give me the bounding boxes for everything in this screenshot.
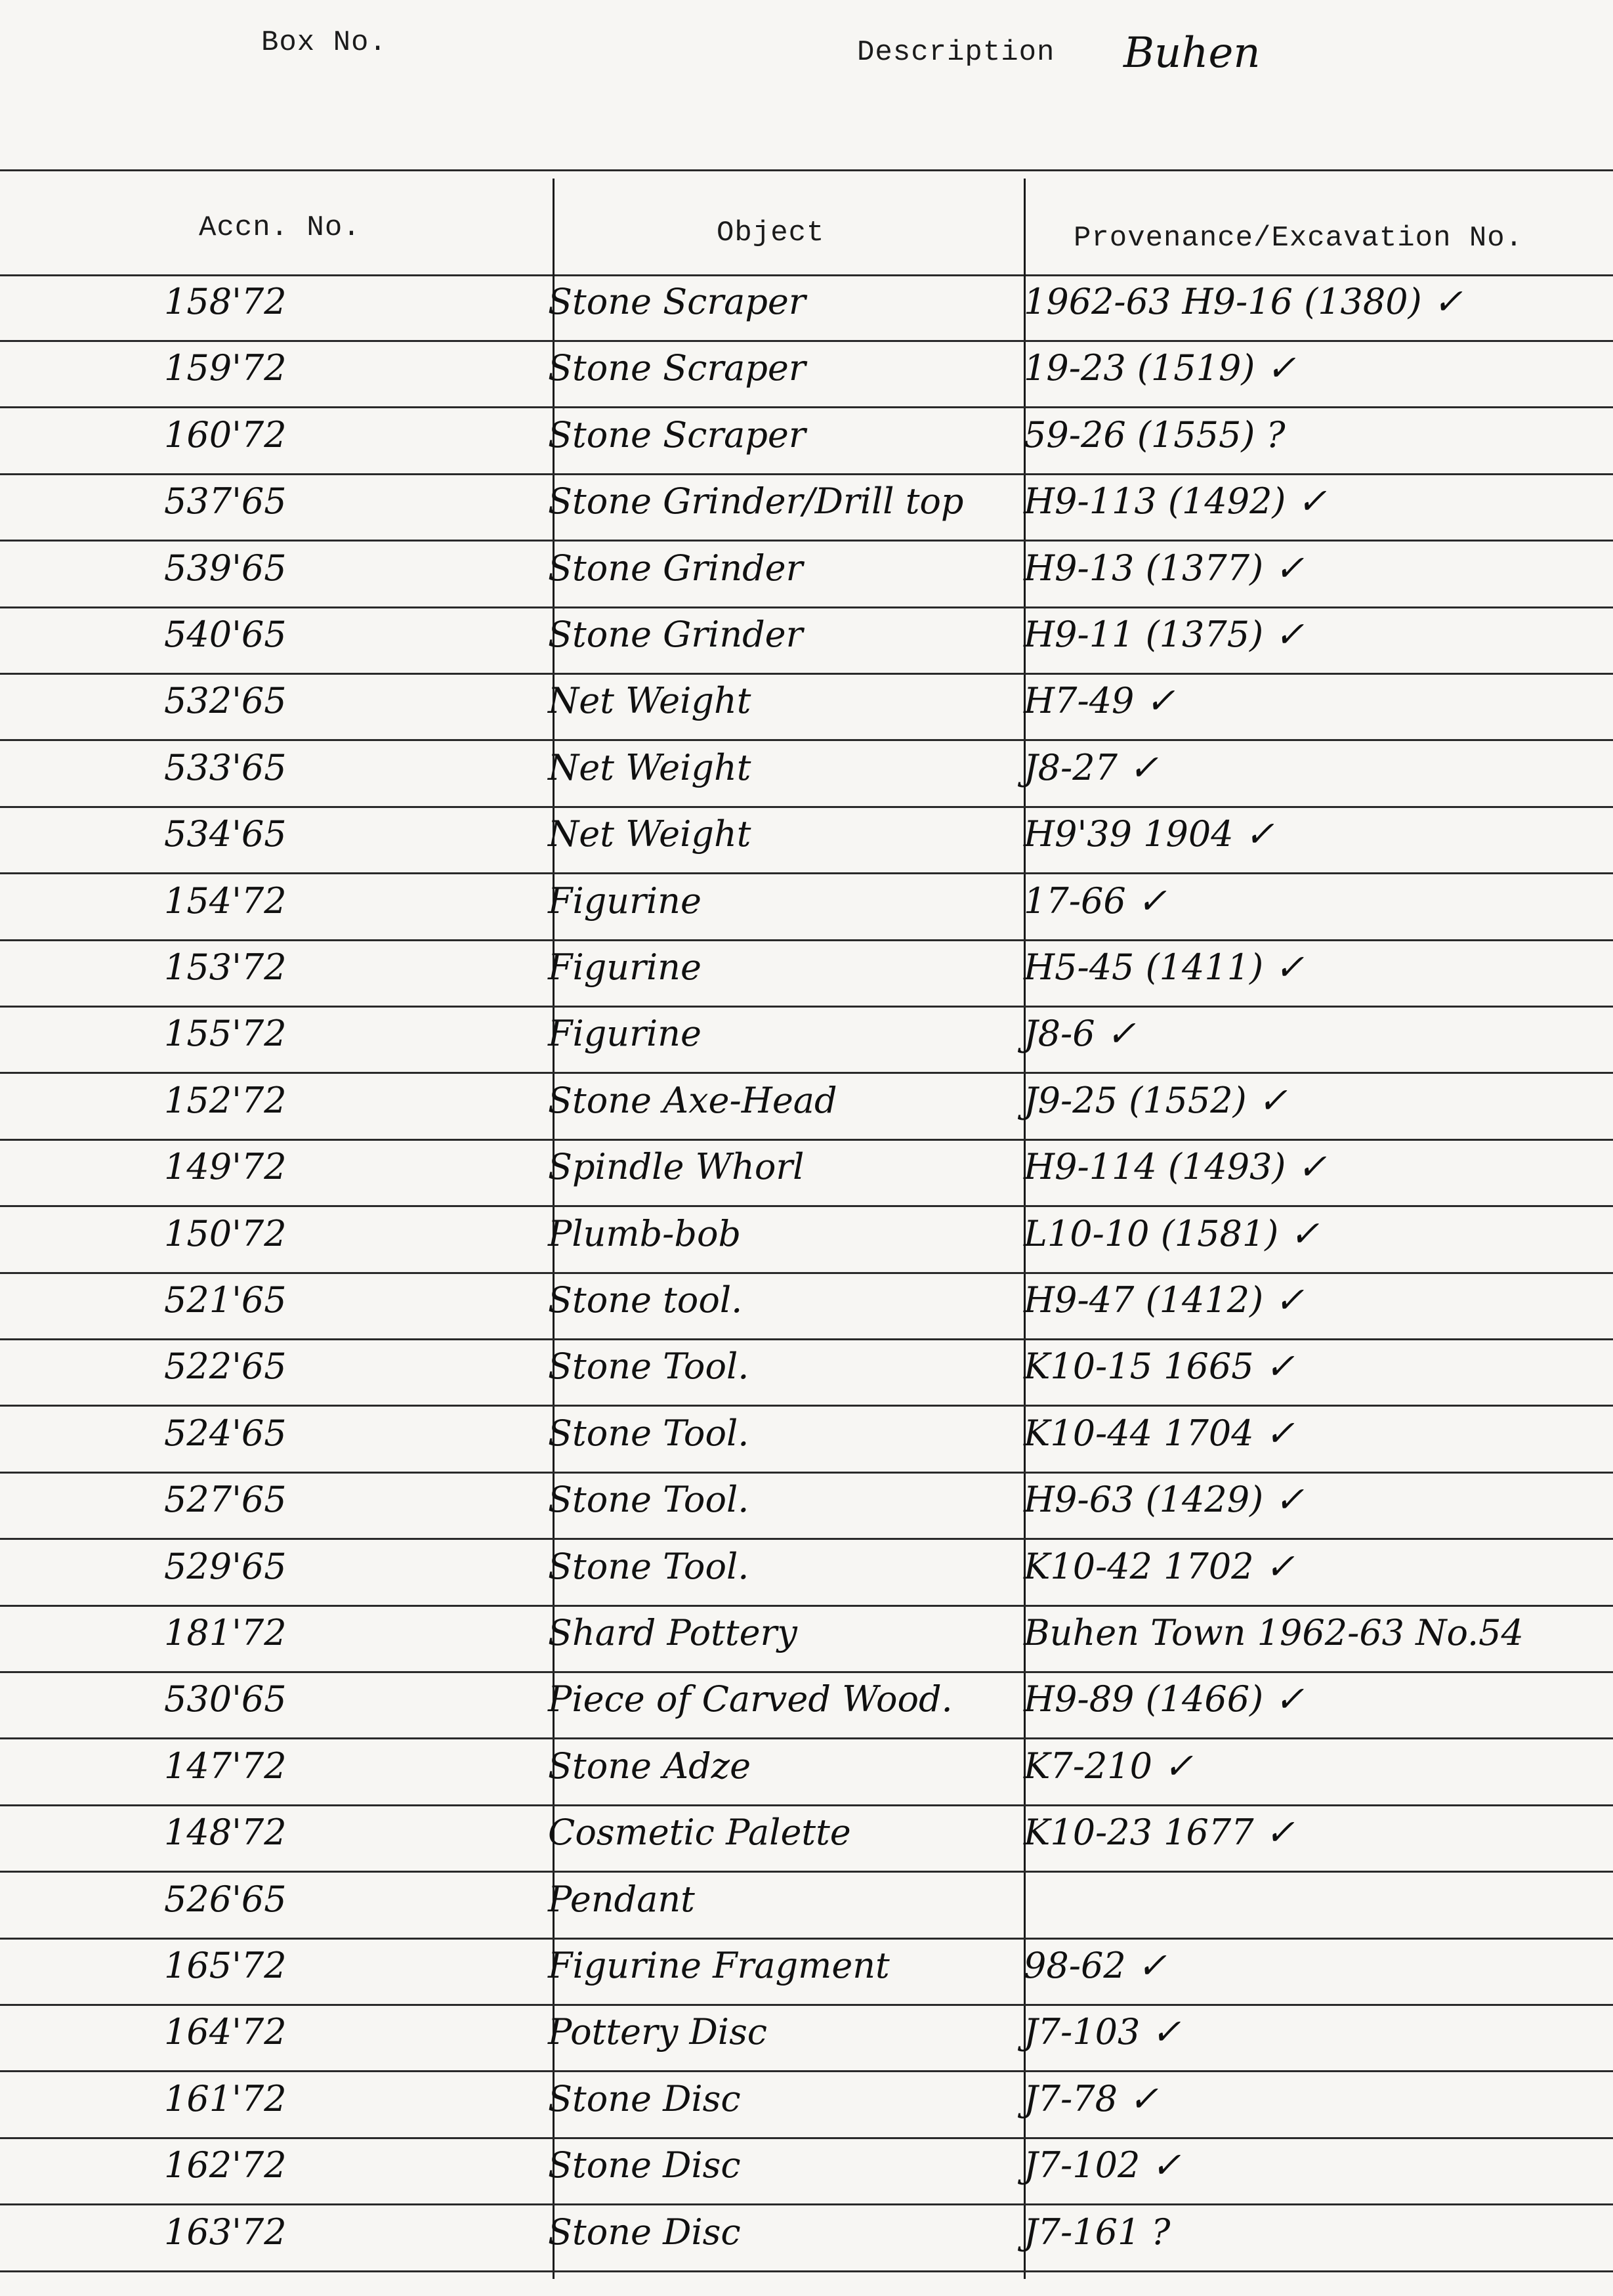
provenance-cell: H7-49 ✓ xyxy=(1024,680,1175,722)
accn-cell: 529'65 xyxy=(164,1545,287,1587)
table-row xyxy=(0,276,1613,342)
object-cell: Net Weight xyxy=(548,746,751,788)
provenance-cell: J7-78 ✓ xyxy=(1024,2077,1159,2119)
provenance-cell: J8-6 ✓ xyxy=(1024,1013,1137,1055)
table-row xyxy=(0,808,1613,874)
provenance-cell: H9-13 (1377) ✓ xyxy=(1024,547,1305,589)
provenance-cell: H9'39 1904 ✓ xyxy=(1024,813,1275,855)
object-cell: Stone Tool. xyxy=(548,1545,749,1587)
row-rule xyxy=(0,2270,1613,2272)
accn-cell: 532'65 xyxy=(164,680,287,722)
provenance-cell: H9-114 (1493) ✓ xyxy=(1024,1146,1327,1188)
accn-cell: 533'65 xyxy=(164,746,287,788)
provenance-cell: H9-113 (1492) ✓ xyxy=(1024,480,1327,522)
provenance-cell: H5-45 (1411) ✓ xyxy=(1024,946,1305,988)
object-cell: Stone Tool. xyxy=(548,1479,749,1521)
provenance-cell: 98-62 ✓ xyxy=(1024,1945,1167,1986)
provenance-cell: H9-47 (1412) ✓ xyxy=(1024,1279,1305,1321)
table-row xyxy=(0,1407,1613,1474)
provenance-cell: K7-210 ✓ xyxy=(1024,1745,1194,1787)
accn-cell: 534'65 xyxy=(164,813,287,855)
object-cell: Spindle Whorl xyxy=(548,1146,805,1188)
table-row xyxy=(0,2206,1613,2272)
object-cell: Stone Scraper xyxy=(548,281,806,322)
object-cell: Shard Pottery xyxy=(548,1612,797,1653)
accn-cell: 163'72 xyxy=(164,2211,287,2253)
provenance-cell: J7-161 ? xyxy=(1024,2211,1171,2253)
object-cell: Stone Disc xyxy=(548,2144,741,2186)
column-header-accn: Accn. No. xyxy=(199,211,361,244)
object-cell: Stone Disc xyxy=(548,2211,741,2253)
object-cell: Net Weight xyxy=(548,680,751,722)
object-cell: Stone Disc xyxy=(548,2077,741,2119)
accn-cell: 524'65 xyxy=(164,1412,287,1454)
table-row xyxy=(0,1074,1613,1141)
object-cell: Stone Axe-Head xyxy=(548,1079,837,1121)
table-row xyxy=(0,1274,1613,1340)
provenance-cell: J7-103 ✓ xyxy=(1024,2011,1181,2053)
object-cell: Piece of Carved Wood. xyxy=(548,1678,953,1720)
accn-cell: 152'72 xyxy=(164,1079,287,1121)
accn-cell: 165'72 xyxy=(164,1945,287,1986)
object-cell: Pendant xyxy=(548,1878,695,1920)
table-row xyxy=(0,2006,1613,2072)
table-row xyxy=(0,1940,1613,2006)
accn-cell: 540'65 xyxy=(164,614,287,655)
accn-cell: 149'72 xyxy=(164,1146,287,1188)
provenance-cell: K10-44 1704 ✓ xyxy=(1024,1412,1295,1454)
table-row xyxy=(0,1141,1613,1207)
box-number-label: Box No. xyxy=(261,26,387,59)
accn-cell: 537'65 xyxy=(164,480,287,522)
object-cell: Stone Tool. xyxy=(548,1346,749,1388)
header-top-rule xyxy=(0,169,1613,171)
object-cell: Figurine xyxy=(548,946,702,988)
object-cell: Plumb-bob xyxy=(548,1212,742,1254)
provenance-cell: J8-27 ✓ xyxy=(1024,746,1159,788)
column-header-object: Object xyxy=(717,217,825,249)
provenance-cell: H9-11 (1375) ✓ xyxy=(1024,614,1305,655)
object-cell: Stone Scraper xyxy=(548,347,806,389)
table-row xyxy=(0,941,1613,1008)
accn-cell: 526'65 xyxy=(164,1878,287,1920)
column-header-provenance: Provenance/Excavation No. xyxy=(1074,222,1524,255)
accn-cell: 154'72 xyxy=(164,880,287,922)
table-row xyxy=(0,1541,1613,1607)
object-cell: Stone Grinder xyxy=(548,614,803,655)
object-cell: Stone Grinder xyxy=(548,547,803,589)
accn-cell: 161'72 xyxy=(164,2077,287,2119)
table-row xyxy=(0,1607,1613,1673)
accn-cell: 164'72 xyxy=(164,2011,287,2053)
table-row xyxy=(0,608,1613,675)
object-cell: Cosmetic Palette xyxy=(548,1812,851,1854)
table-row xyxy=(0,675,1613,741)
object-cell: Stone Grinder/Drill top xyxy=(548,480,964,522)
description-value: Buhen xyxy=(1123,29,1261,77)
accn-cell: 147'72 xyxy=(164,1745,287,1787)
accn-cell: 159'72 xyxy=(164,347,287,389)
accn-cell: 153'72 xyxy=(164,946,287,988)
accn-cell: 539'65 xyxy=(164,547,287,589)
accn-cell: 162'72 xyxy=(164,2144,287,2186)
table-row xyxy=(0,2073,1613,2139)
accn-cell: 148'72 xyxy=(164,1812,287,1854)
object-cell: Stone tool. xyxy=(548,1279,743,1321)
object-cell: Net Weight xyxy=(548,813,751,855)
table-row xyxy=(0,1008,1613,1074)
object-cell: Stone Adze xyxy=(548,1745,751,1787)
accn-cell: 527'65 xyxy=(164,1479,287,1521)
object-cell: Stone Scraper xyxy=(548,414,806,456)
provenance-cell: J9-25 (1552) ✓ xyxy=(1024,1079,1288,1121)
accn-cell: 158'72 xyxy=(164,281,287,322)
object-cell: Stone Tool. xyxy=(548,1412,749,1454)
provenance-cell: 1962-63 H9-16 (1380) ✓ xyxy=(1024,281,1463,322)
table-row xyxy=(0,2139,1613,2205)
provenance-cell: 19-23 (1519) ✓ xyxy=(1024,347,1296,389)
provenance-cell: K10-23 1677 ✓ xyxy=(1024,1812,1295,1854)
provenance-cell: Buhen Town 1962-63 No.54 xyxy=(1024,1612,1524,1653)
accn-cell: 181'72 xyxy=(164,1612,287,1653)
provenance-cell: H9-89 (1466) ✓ xyxy=(1024,1678,1305,1720)
table-row xyxy=(0,742,1613,808)
provenance-cell: 59-26 (1555) ? xyxy=(1024,414,1286,456)
provenance-cell: 17-66 ✓ xyxy=(1024,880,1167,922)
object-cell: Pottery Disc xyxy=(548,2011,768,2053)
provenance-cell: K10-15 1665 ✓ xyxy=(1024,1346,1295,1388)
table-row xyxy=(0,542,1613,608)
table-row xyxy=(0,1873,1613,1940)
table-row xyxy=(0,1673,1613,1739)
accn-cell: 521'65 xyxy=(164,1279,287,1321)
provenance-cell: L10-10 (1581) ✓ xyxy=(1024,1212,1320,1254)
provenance-cell: K10-42 1702 ✓ xyxy=(1024,1545,1295,1587)
accn-cell: 522'65 xyxy=(164,1346,287,1388)
accn-cell: 155'72 xyxy=(164,1013,287,1055)
description-label: Description xyxy=(857,36,1055,69)
accn-cell: 530'65 xyxy=(164,1678,287,1720)
accn-cell: 160'72 xyxy=(164,414,287,456)
table-row xyxy=(0,1806,1613,1873)
table-row xyxy=(0,409,1613,475)
provenance-cell: J7-102 ✓ xyxy=(1024,2144,1181,2186)
table-row xyxy=(0,875,1613,941)
object-cell: Figurine Fragment xyxy=(548,1945,890,1986)
provenance-cell: H9-63 (1429) ✓ xyxy=(1024,1479,1305,1521)
table-row xyxy=(0,1740,1613,1806)
table-row xyxy=(0,1474,1613,1540)
table-row xyxy=(0,475,1613,542)
table-row xyxy=(0,342,1613,408)
table-row xyxy=(0,1208,1613,1274)
object-cell: Figurine xyxy=(548,1013,702,1055)
table-row xyxy=(0,1340,1613,1407)
accn-cell: 150'72 xyxy=(164,1212,287,1254)
object-cell: Figurine xyxy=(548,880,702,922)
